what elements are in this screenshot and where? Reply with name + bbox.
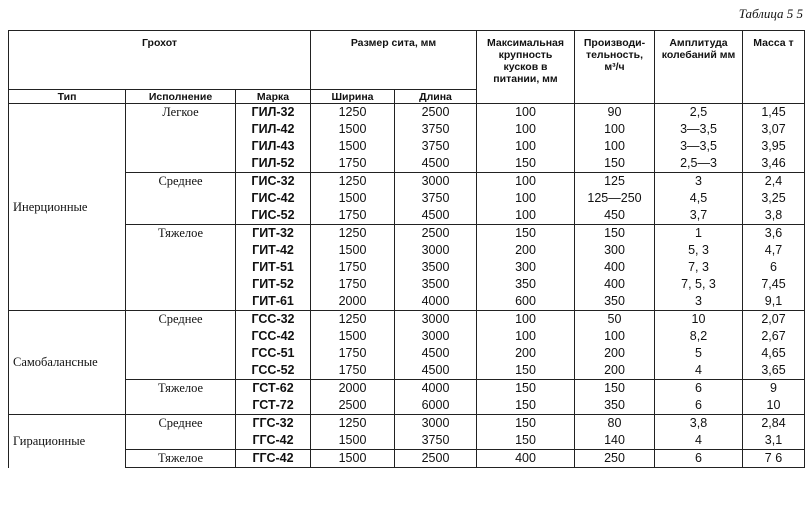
table-row xyxy=(9,311,805,329)
cell-execution: Среднее xyxy=(126,173,236,225)
header-execution: Исполнение xyxy=(126,90,236,104)
cell-width: 1500 xyxy=(311,328,395,345)
cell-mass: 4,7 xyxy=(743,242,805,259)
cell-width: 1500 xyxy=(311,242,395,259)
cell-amplitude: 7, 5, 3 xyxy=(655,276,743,293)
cell-max-size: 350 xyxy=(477,276,575,293)
cell-amplitude: 8,2 xyxy=(655,328,743,345)
cell-amplitude: 3—3,5 xyxy=(655,121,743,138)
cell-max-size: 150 xyxy=(477,155,575,173)
cell-mass: 10 xyxy=(743,397,805,415)
cell-execution: Легкое xyxy=(126,104,236,173)
cell-productivity: 350 xyxy=(575,397,655,415)
cell-width: 1750 xyxy=(311,259,395,276)
cell-width: 1250 xyxy=(311,173,395,191)
cell-width: 1250 xyxy=(311,225,395,243)
cell-brand: ГИЛ-42 xyxy=(236,121,311,138)
cell-productivity: 150 xyxy=(575,155,655,173)
cell-brand: ГИТ-51 xyxy=(236,259,311,276)
table-body xyxy=(9,104,805,468)
cell-productivity: 125—250 xyxy=(575,190,655,207)
header-row-top xyxy=(9,31,805,90)
cell-width: 1500 xyxy=(311,450,395,468)
cell-amplitude: 10 xyxy=(655,311,743,329)
cell-length: 6000 xyxy=(395,397,477,415)
cell-amplitude: 6 xyxy=(655,450,743,468)
cell-width: 1500 xyxy=(311,138,395,155)
cell-brand: ГСТ-62 xyxy=(236,380,311,398)
cell-mass: 3,25 xyxy=(743,190,805,207)
cell-max-size: 150 xyxy=(477,380,575,398)
cell-productivity: 300 xyxy=(575,242,655,259)
header-brand: Марка xyxy=(236,90,311,104)
cell-brand: ГСС-51 xyxy=(236,345,311,362)
header-productivity: Производи-тельность, м³/ч xyxy=(575,31,655,104)
cell-mass: 3,46 xyxy=(743,155,805,173)
cell-length: 4000 xyxy=(395,380,477,398)
table-row xyxy=(9,415,805,433)
cell-brand: ГИС-52 xyxy=(236,207,311,225)
cell-brand: ГГС-42 xyxy=(236,432,311,450)
cell-mass: 2,67 xyxy=(743,328,805,345)
cell-mass: 7 6 xyxy=(743,450,805,468)
cell-brand: ГГС-32 xyxy=(236,415,311,433)
cell-productivity: 140 xyxy=(575,432,655,450)
cell-width: 1750 xyxy=(311,207,395,225)
cell-width: 1250 xyxy=(311,311,395,329)
cell-max-size: 300 xyxy=(477,259,575,276)
cell-width: 1500 xyxy=(311,432,395,450)
cell-brand: ГСС-32 xyxy=(236,311,311,329)
cell-mass: 3,6 xyxy=(743,225,805,243)
table-row xyxy=(9,450,805,468)
cell-length: 3500 xyxy=(395,276,477,293)
cell-amplitude: 3—3,5 xyxy=(655,138,743,155)
cell-length: 4500 xyxy=(395,207,477,225)
cell-max-size: 400 xyxy=(477,450,575,468)
cell-max-size: 150 xyxy=(477,225,575,243)
cell-length: 3000 xyxy=(395,173,477,191)
cell-execution: Среднее xyxy=(126,311,236,380)
cell-length: 4500 xyxy=(395,155,477,173)
cell-amplitude: 1 xyxy=(655,225,743,243)
cell-brand: ГИС-32 xyxy=(236,173,311,191)
cell-max-size: 150 xyxy=(477,415,575,433)
cell-length: 3750 xyxy=(395,138,477,155)
cell-max-size: 100 xyxy=(477,104,575,122)
table-row xyxy=(9,173,805,191)
cell-mass: 2,4 xyxy=(743,173,805,191)
cell-productivity: 50 xyxy=(575,311,655,329)
cell-width: 2000 xyxy=(311,380,395,398)
cell-length: 3000 xyxy=(395,242,477,259)
header-type: Тип xyxy=(9,90,126,104)
cell-type: Инерционные xyxy=(9,104,126,311)
cell-execution: Тяжелое xyxy=(126,380,236,415)
cell-brand: ГСС-42 xyxy=(236,328,311,345)
cell-brand: ГИС-42 xyxy=(236,190,311,207)
cell-width: 2000 xyxy=(311,293,395,311)
cell-type: Гирационные xyxy=(9,415,126,468)
cell-amplitude: 5 xyxy=(655,345,743,362)
cell-max-size: 200 xyxy=(477,242,575,259)
cell-productivity: 400 xyxy=(575,276,655,293)
cell-mass: 6 xyxy=(743,259,805,276)
cell-length: 3500 xyxy=(395,259,477,276)
cell-productivity: 150 xyxy=(575,380,655,398)
cell-length: 2500 xyxy=(395,225,477,243)
header-mass: Масса т xyxy=(743,31,805,104)
screens-table xyxy=(8,30,805,468)
cell-brand: ГГС-42 xyxy=(236,450,311,468)
cell-brand: ГИЛ-43 xyxy=(236,138,311,155)
cell-max-size: 100 xyxy=(477,138,575,155)
cell-max-size: 100 xyxy=(477,311,575,329)
cell-amplitude: 2,5—3 xyxy=(655,155,743,173)
cell-width: 1750 xyxy=(311,345,395,362)
cell-mass: 3,8 xyxy=(743,207,805,225)
cell-amplitude: 4,5 xyxy=(655,190,743,207)
cell-width: 1250 xyxy=(311,104,395,122)
cell-productivity: 125 xyxy=(575,173,655,191)
cell-brand: ГИЛ-52 xyxy=(236,155,311,173)
header-screen: Грохот xyxy=(9,31,311,90)
cell-max-size: 100 xyxy=(477,190,575,207)
header-amplitude: Амплитуда колебаний мм xyxy=(655,31,743,104)
cell-mass: 9,1 xyxy=(743,293,805,311)
cell-width: 1250 xyxy=(311,415,395,433)
cell-productivity: 100 xyxy=(575,328,655,345)
cell-max-size: 100 xyxy=(477,207,575,225)
cell-mass: 4,65 xyxy=(743,345,805,362)
cell-mass: 3,07 xyxy=(743,121,805,138)
cell-productivity: 400 xyxy=(575,259,655,276)
cell-amplitude: 6 xyxy=(655,397,743,415)
cell-amplitude: 4 xyxy=(655,432,743,450)
cell-productivity: 200 xyxy=(575,345,655,362)
table-row xyxy=(9,225,805,243)
cell-length: 3750 xyxy=(395,121,477,138)
cell-amplitude: 4 xyxy=(655,362,743,380)
cell-mass: 9 xyxy=(743,380,805,398)
cell-productivity: 450 xyxy=(575,207,655,225)
cell-mass: 3,65 xyxy=(743,362,805,380)
cell-brand: ГИЛ-32 xyxy=(236,104,311,122)
cell-mass: 1,45 xyxy=(743,104,805,122)
header-max-size: Максимальная крупность кусков в питании, мм xyxy=(477,31,575,104)
cell-execution: Тяжелое xyxy=(126,225,236,311)
cell-productivity: 200 xyxy=(575,362,655,380)
cell-productivity: 80 xyxy=(575,415,655,433)
cell-mass: 2,84 xyxy=(743,415,805,433)
cell-width: 1500 xyxy=(311,121,395,138)
cell-brand: ГИТ-32 xyxy=(236,225,311,243)
cell-mass: 7,45 xyxy=(743,276,805,293)
cell-length: 3000 xyxy=(395,311,477,329)
cell-width: 1500 xyxy=(311,190,395,207)
cell-amplitude: 7, 3 xyxy=(655,259,743,276)
cell-length: 4500 xyxy=(395,345,477,362)
cell-length: 2500 xyxy=(395,104,477,122)
header-length: Длина xyxy=(395,90,477,104)
cell-brand: ГИТ-61 xyxy=(236,293,311,311)
cell-execution: Среднее xyxy=(126,415,236,450)
cell-amplitude: 3 xyxy=(655,173,743,191)
cell-brand: ГСС-52 xyxy=(236,362,311,380)
cell-amplitude: 3,7 xyxy=(655,207,743,225)
cell-length: 3750 xyxy=(395,190,477,207)
cell-length: 3000 xyxy=(395,328,477,345)
cell-max-size: 150 xyxy=(477,362,575,380)
cell-mass: 3,1 xyxy=(743,432,805,450)
cell-amplitude: 3,8 xyxy=(655,415,743,433)
cell-amplitude: 6 xyxy=(655,380,743,398)
cell-productivity: 100 xyxy=(575,138,655,155)
cell-max-size: 600 xyxy=(477,293,575,311)
cell-amplitude: 5, 3 xyxy=(655,242,743,259)
table-row xyxy=(9,104,805,122)
cell-max-size: 200 xyxy=(477,345,575,362)
cell-execution: Тяжелое xyxy=(126,450,236,468)
cell-width: 1750 xyxy=(311,155,395,173)
cell-productivity: 350 xyxy=(575,293,655,311)
cell-brand: ГСТ-72 xyxy=(236,397,311,415)
header-sieve-size: Размер сита, мм xyxy=(311,31,477,90)
cell-max-size: 100 xyxy=(477,173,575,191)
cell-brand: ГИТ-52 xyxy=(236,276,311,293)
table-row xyxy=(9,380,805,398)
cell-brand: ГИТ-42 xyxy=(236,242,311,259)
cell-length: 3750 xyxy=(395,432,477,450)
cell-productivity: 100 xyxy=(575,121,655,138)
cell-max-size: 100 xyxy=(477,328,575,345)
cell-productivity: 90 xyxy=(575,104,655,122)
cell-max-size: 150 xyxy=(477,432,575,450)
cell-productivity: 150 xyxy=(575,225,655,243)
cell-length: 4500 xyxy=(395,362,477,380)
cell-mass: 2,07 xyxy=(743,311,805,329)
cell-type: Самобалансные xyxy=(9,311,126,415)
cell-length: 2500 xyxy=(395,450,477,468)
cell-amplitude: 3 xyxy=(655,293,743,311)
cell-max-size: 100 xyxy=(477,121,575,138)
table-caption: Таблица 5 5 xyxy=(738,6,803,21)
cell-length: 4000 xyxy=(395,293,477,311)
cell-width: 2500 xyxy=(311,397,395,415)
cell-productivity: 250 xyxy=(575,450,655,468)
cell-width: 1750 xyxy=(311,276,395,293)
cell-width: 1750 xyxy=(311,362,395,380)
cell-max-size: 150 xyxy=(477,397,575,415)
header-width: Ширина xyxy=(311,90,395,104)
cell-amplitude: 2,5 xyxy=(655,104,743,122)
cell-length: 3000 xyxy=(395,415,477,433)
cell-mass: 3,95 xyxy=(743,138,805,155)
